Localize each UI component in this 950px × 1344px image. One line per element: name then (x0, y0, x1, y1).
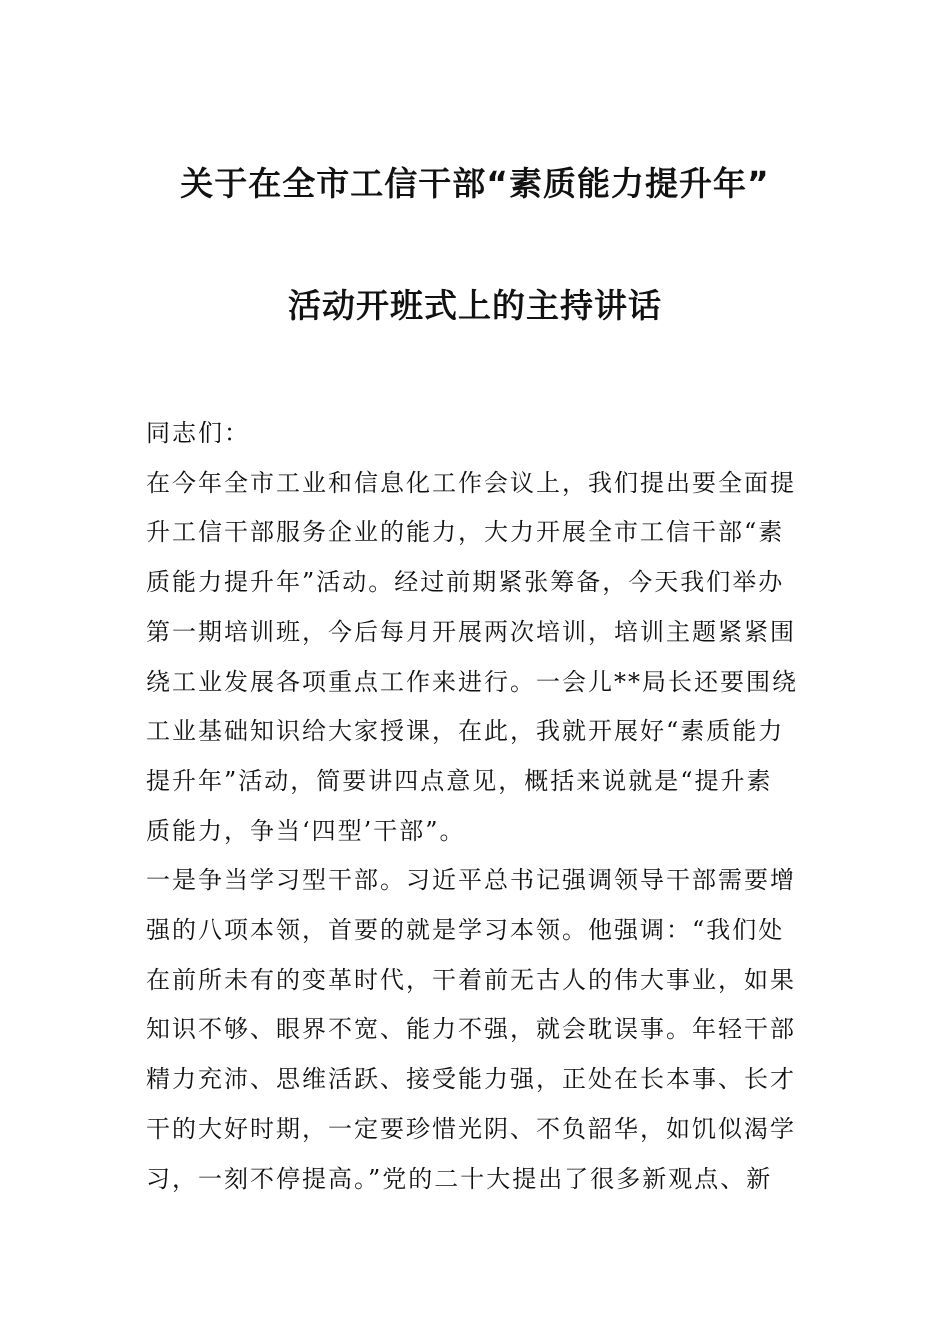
body-line: 习，一刻不停提高。”党的二十大提出了很多新观点、新 (146, 1164, 773, 1193)
body-line: 提升年”活动，简要讲四点意见，概括来说就是“提升素 (146, 766, 773, 795)
salutation: 同志们： (146, 419, 250, 447)
body-line: 一是争当学习型干部。习近平总书记强调领导干部需要增 (146, 866, 796, 895)
body-line: 干的大好时期，一定要珍惜光阴、不负韶华，如饥似渴学 (146, 1114, 796, 1143)
body-line: 在前所未有的变革时代，干着前无古人的伟大事业，如果 (146, 965, 796, 994)
body-line: 知识不够、眼界不宽、能力不强，就会耽误事。年轻干部 (146, 1015, 796, 1044)
body-line: 第一期培训班，今后每月开展两次培训，培训主题紧紧围 (146, 617, 796, 646)
body-line: 绕工业发展各项重点工作来进行。一会儿**局长还要围绕 (146, 667, 798, 696)
document-title-line-2: 活动开班式上的主持讲话 (288, 286, 662, 325)
body-line: 质能力，争当‘四型’干部”。 (146, 816, 466, 845)
body-line: 质能力提升年”活动。经过前期紧张筹备，今天我们举办 (146, 568, 785, 597)
body-line: 升工信干部服务企业的能力，大力开展全市工信干部“素 (146, 518, 785, 547)
body-line: 在今年全市工业和信息化工作会议上，我们提出要全面提 (146, 468, 796, 497)
body-line: 强的八项本领，首要的就是学习本领。他强调：“我们处 (146, 916, 785, 945)
body-line: 工业基础知识给大家授课，在此，我就开展好“素质能力 (146, 717, 785, 746)
body-line: 精力充沛、思维活跃、接受能力强，正处在长本事、长才 (146, 1065, 796, 1094)
document-body (146, 409, 804, 1204)
document-title-line-1: 关于在全市工信干部“素质能力提升年” (180, 164, 770, 203)
